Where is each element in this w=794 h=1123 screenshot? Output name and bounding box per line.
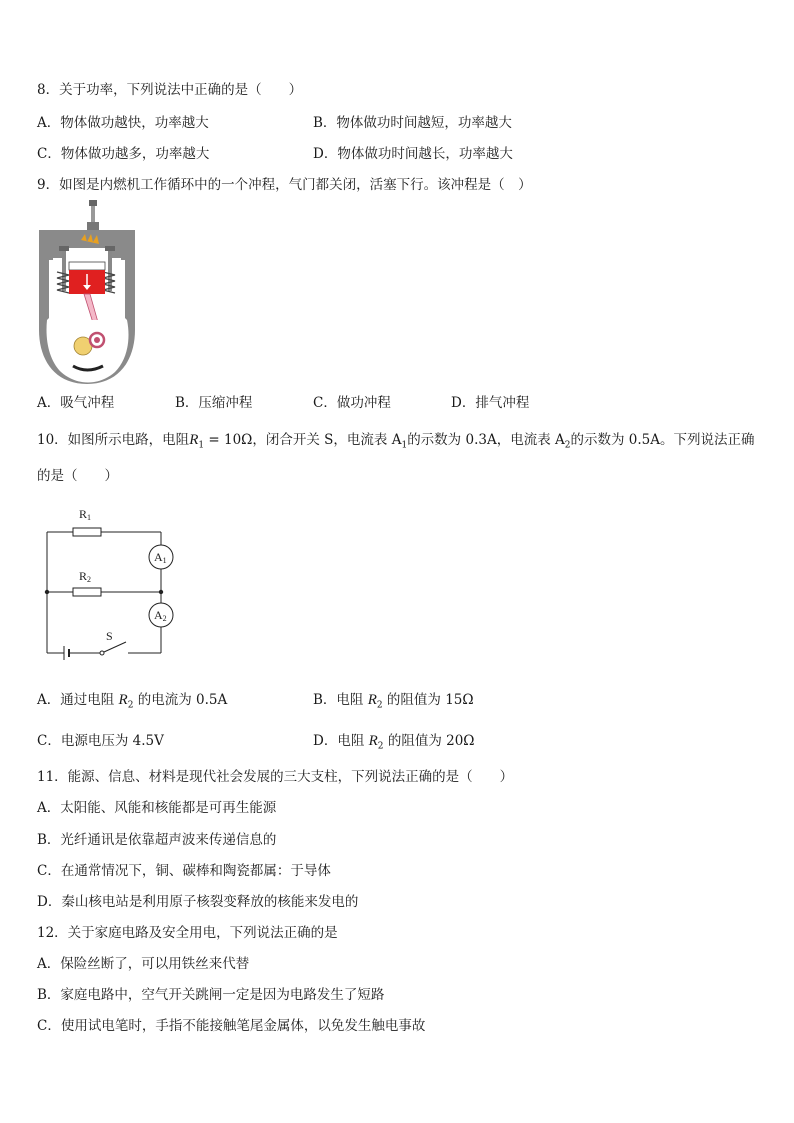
q10-option-d: D．电阻 $R_2$ 的阻值为 20Ω (313, 733, 475, 752)
exhaust-valve-head (105, 246, 115, 251)
intake-valve-head (59, 246, 69, 251)
junction-left (45, 590, 49, 594)
q12-option-a: A．保险丝断了，可以用铁丝来代替 (37, 956, 250, 972)
resistor-r1 (73, 528, 101, 536)
q9-option-b: B．压缩冲程 (175, 395, 253, 411)
q11-option-a: A．太阳能、风能和核能都是可再生能源 (37, 800, 277, 816)
q10-stem-line1: 10．如图所示电路，电阻$R_1 = 10\Omega$，闭合开关 S，电流表 $A_1$的示数为 0.3A，电流表 $A_2$的示数为 0.5A。下列说法正确 (37, 432, 755, 451)
circuit-diagram (40, 500, 180, 668)
q12-option-c: C．使用试电笔时，手指不能接触笔尾金属体，以免发生触电事故 (37, 1018, 426, 1034)
q10-option-a: A．通过电阻 $R_2$ 的电流为 0.5A (37, 692, 228, 711)
q12-option-b: B．家庭电路中，空气开关跳闸一定是因为电路发生了短路 (37, 987, 385, 1003)
q11-option-d: D．秦山核电站是利用原子核裂变释放的核能来发电的 (37, 894, 359, 910)
q10-stem-line2: 的是（ ） (37, 468, 118, 484)
q12-stem: 12．关于家庭电路及安全用电，下列说法正确的是 (37, 925, 338, 941)
q11-stem: 11．能源、信息、材料是现代社会发展的三大支柱，下列说法正确的是（ ） (37, 769, 514, 785)
spark-plug-base (87, 222, 99, 230)
q8-option-b: B．物体做功时间越短，功率越大 (313, 115, 512, 131)
label-r1: R1 (79, 507, 92, 522)
q8-option-d: D．物体做功时间越长，功率越大 (313, 146, 513, 162)
q10-option-c: C．电源电压为 4.5V (37, 733, 164, 749)
label-r2: R2 (79, 569, 92, 584)
resistor-r2 (73, 588, 101, 596)
piston-rings (69, 262, 105, 270)
q9-option-d: D．排气冲程 (451, 395, 530, 411)
junction-right (159, 590, 163, 594)
q8-option-c: C．物体做功越多，功率越大 (37, 146, 210, 162)
engine-diagram (37, 200, 137, 386)
label-switch: S (106, 629, 113, 643)
switch-blade (104, 642, 126, 652)
q10-option-b: B．电阻 $R_2$ 的阻值为 15Ω (313, 692, 474, 711)
q9-option-a: A．吸气冲程 (37, 395, 115, 411)
switch-pivot (100, 651, 104, 655)
q8-option-a: A．物体做功越快，功率越大 (37, 115, 209, 131)
q9-option-c: C．做功冲程 (313, 395, 391, 411)
label-a1: A1 (154, 550, 167, 565)
label-a2: A2 (154, 608, 167, 623)
q8-stem: 8．关于功率，下列说法中正确的是（ ） (37, 82, 303, 98)
q11-option-c: C．在通常情况下，铜、碳棒和陶瓷都属：于导体 (37, 863, 331, 879)
spark-plug-stem (91, 206, 95, 224)
q11-option-b: B．光纤通讯是依靠超声波来传递信息的 (37, 832, 277, 848)
spark-plug-top (89, 200, 97, 206)
q9-stem: 9．如图是内燃机工作循环中的一个冲程，气门都关闭，活塞下行。该冲程是（ ） (37, 177, 532, 193)
crank-center (94, 337, 100, 343)
